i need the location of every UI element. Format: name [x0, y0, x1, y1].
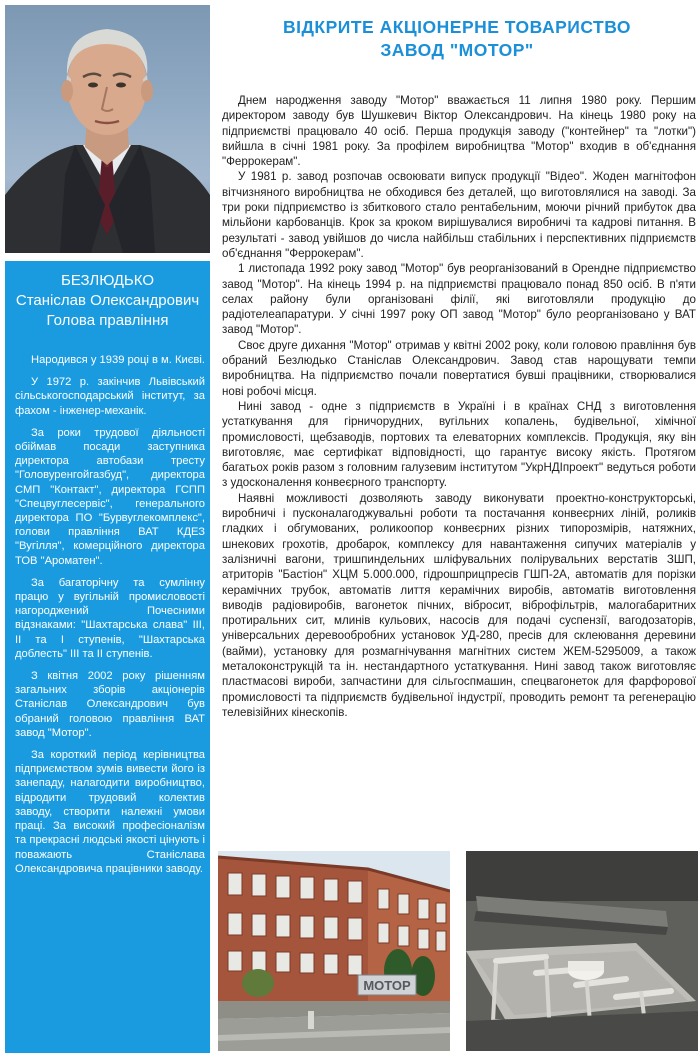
- building-sign: МОТОР: [363, 978, 411, 993]
- bio-paragraph: З квітня 2002 року рішенням загальних зборів акціонерів Станіслав Олександрович був обраний головою правління ВАТ завод "Мотор".: [15, 670, 205, 739]
- bio-paragraph: За роки трудової діяльності обіймав посади заступника директора автобази тресту "Головуренгойгазбуд", директора СМП "Контакт", директора ГСПП "Спецвуглесервіс", генерального директора ПО "Бурвуглекомплекс", голови правління ВАТ КДЕЗ "Вугілля", комерційного директора ТОВ "Ароматен".: [15, 426, 205, 567]
- profile-bio: [15, 353, 205, 884]
- bio-paragraph: У 1972 р. закінчив Львівський сільськогосподарський інститут, за фахом - інженер-механік.: [15, 376, 205, 417]
- page-title: [232, 16, 682, 62]
- conveyor-illustration: [466, 851, 698, 1051]
- profile-name-block: [5, 271, 210, 331]
- bio-paragraph: За багаторічну та сумлінну працю у вугільній промисловості нагороджений Почесними відзнаками: "Шахтарська слава" III, II та I ступенів, "Шахтарська доблесть" III та II ступенів.: [15, 576, 205, 660]
- article-body: [222, 93, 696, 720]
- portrait-illustration: [5, 5, 210, 253]
- article-paragraph: Днем народження заводу "Мотор" вважається 11 липня 1980 року. Першим директором заводу був Шушкевич Віктор Олександрович. На кінець 1980 року на підприємстві працювало 40 осіб. Перша продукція заводу ("контейнер" та "лотки") вийшла в січні 1981 року. За профілем виробництва "Мотор" входив в об'єднання "Феррокерам".: [222, 94, 696, 169]
- factory-building-photo: [218, 851, 450, 1051]
- article-paragraph: У 1981 р. завод розпочав освоювати випуск продукції "Відео". Жоден магнітофон вітчизняного виробництва не обходився без деталей, що виготовлялися на заводі. За три роки підприємство із збиткового стало рентабельним, моючи річний прибуток два мільйони карбованців. Крок за кроком вирішувалися виробничі та кадрові питання. В результаті - завод увійшов до числа найбільш стабільних і перспективних підприємств об'єднання "Феррокерам".: [222, 170, 696, 260]
- profile-position: Голова правління: [46, 312, 169, 329]
- title-line-1: ВІДКРИТЕ АКЦІОНЕРНЕ ТОВАРИСТВО: [282, 17, 632, 37]
- portrait-photo: [5, 5, 210, 253]
- profile-surname: БЕЗЛЮДЬКО: [61, 272, 154, 289]
- conveyor-equipment-photo: [466, 851, 698, 1051]
- article-paragraph: Своє друге дихання "Мотор" отримав у квітні 2002 року, коли головою правління був обраний Безлюдько Станіслав Олександрович. Завод став нарощувати темпи виробництва. На підприємство почали повертатися бувші працівники, створювалися нові робочі місця.: [222, 338, 696, 398]
- title-line-2: ЗАВОД "МОТОР": [380, 40, 534, 60]
- left-column: [5, 5, 210, 1053]
- profile-sidebar: [5, 261, 210, 1053]
- bio-paragraph: Народився у 1939 році в м. Києві.: [31, 354, 205, 366]
- article-paragraph: Наявні можливості дозволяють заводу виконувати проектно-конструкторські, виробничі і пусконалагоджувальні роботи та постачання конвеєрних ліній, роликів гладких і обгумованих, роликоопор конвеєрних різних типорозмірів, натяжних, шнекових грохотів, дробарок, комплексу для навантаження сипучих матеріалів у залізничні вагони, тришпиндельних шліфувальних полірувальних верстатів ЗШП, атриторів "Бастіон" ХЦМ 5.000.000, гідрошприцпресів ГШП-2А, автоматів для порізки керамічних трубок, автоматів лиття керамічних виробів, автоматів виготовлення виводів радіовиробів, вагонеток пічних, вібросит, віброфільтрів, малогабаритних протиральних сит, млинів кульових, насосів для подачі суспензії, вагодозаторів, універсальних деревообробних установок УД-280, пресів для склеювання деревини (вайми), установку для розмагнічування магнітних систем ЖЕМ-5295009, а також металоконструкцій та ін. нестандартного устаткування. Нині завод також виготовляє пластмасові вироби, запчастини для сільгоспмашин, спецвагонеток для фарфорової промисловості та підприємств будівельної індустрії, проводить ремонт та регенерацію телевізійних кінескопів.: [222, 491, 696, 719]
- article-paragraph: Нині завод - одне з підприємств в Україні і в країнах СНД з виготовлення устаткування для гірничорудних, вугільних копалень, будівельної, хімічної промисловості, щебзаводів, портових та елеваторних комплексів. Продукція, яку він виготовляє, має сертифікат відповідності, що гарантує високу якість. Протягом багатьох років разом з головним галузевим інститутом "УкрНДІпроект" ведуться роботи з удосконалення конвеєрного транспорту.: [222, 399, 696, 490]
- factory-building-illustration: [218, 851, 450, 1051]
- article-paragraph: 1 листопада 1992 року завод "Мотор" був реорганізований в Орендне підприємство завод "Мотор". На кінець 1994 р. на підприємстві працювало понад 850 осіб. В п'яти селах району були організовані філії, які виготовляли продукцію до радіотелеапаратури. У січні 1997 року ОП завод "Мотор" було реорганізовано у ВАТ завод "Мотор".: [222, 262, 696, 337]
- bio-paragraph: За короткий період керівництва підприємством зумів вивести його із занепаду, налагодити виробництво, відродити трудовий колектив заводу, створити належні умови праці. За високий професіоналізм та прекрасні людські якості цінують і поважають Станіслава Олександровича працівники заводу.: [15, 749, 205, 875]
- profile-given-names: Станіслав Олександрович: [15, 292, 200, 309]
